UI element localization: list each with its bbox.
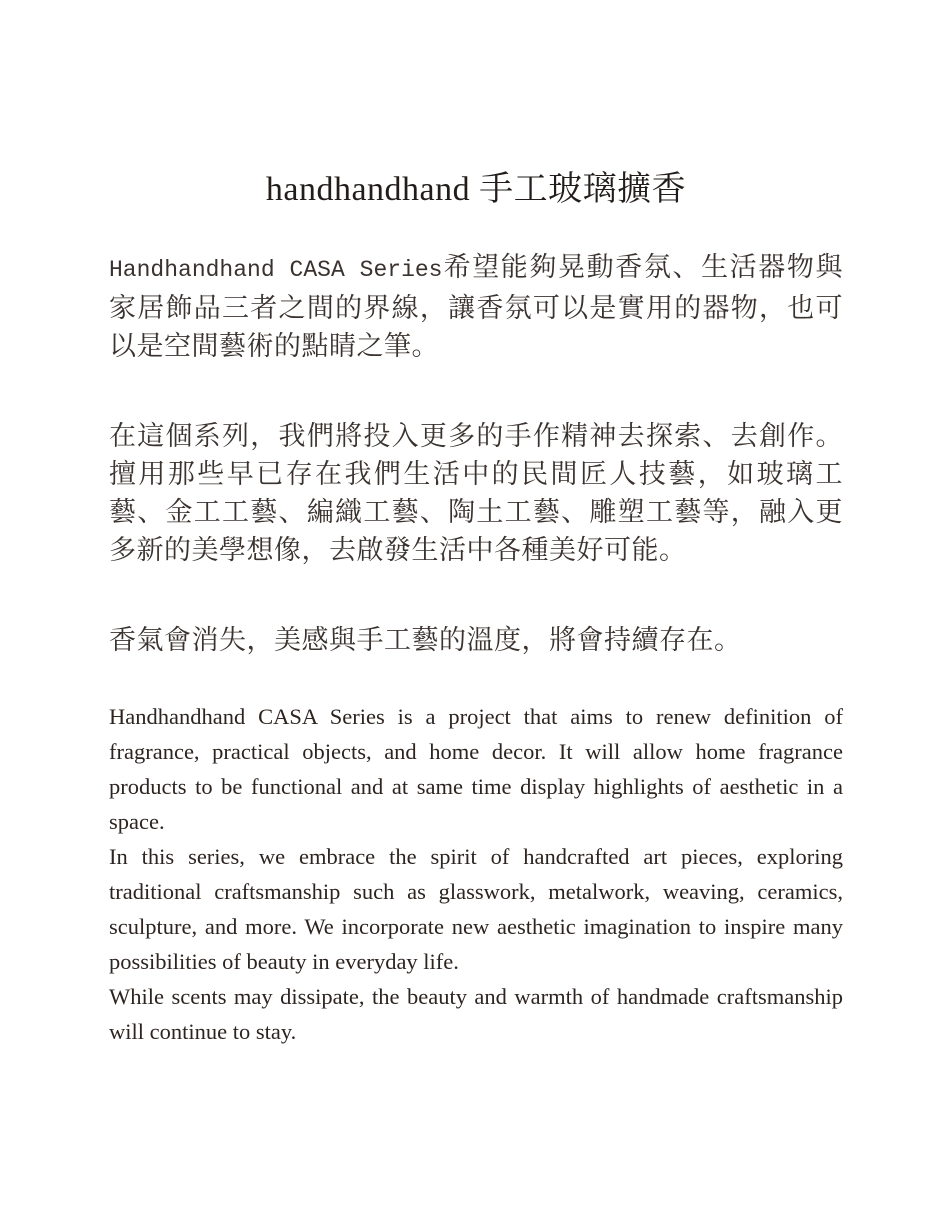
zh-paragraph-1-latin: Handhandhand CASA Series	[109, 257, 443, 283]
english-text-block	[109, 699, 843, 1049]
zh-paragraph-1-text: 希望能夠晃動香氛、生活器物與家居飾品三者之間的界線，讓香氛可以是實用的器物，也可以是空間藝術的點睛之筆。	[109, 252, 844, 361]
en-paragraph-1: Handhandhand CASA Series is a project that aims to renew definition of fragrance, practical objects, and home decor. It will allow home fragrance products to be functional and at same time display highlights of aesthetic in a space.	[109, 704, 843, 834]
zh-paragraph-1	[109, 248, 843, 365]
en-paragraph-3: While scents may dissipate, the beauty and warmth of handmade craftsmanship will continue to stay.	[109, 984, 843, 1044]
page-title: handhandhand 手工玻璃擴香	[265, 171, 687, 208]
en-paragraph-2: In this series, we embrace the spirit of handcrafted art pieces, exploring traditional craftsmanship such as glasswork, metalwork, weaving, ceramics, sculpture, and more. We incorporate new aesthetic imagination to inspire many possibilities of beauty in everyday life.	[109, 844, 843, 974]
zh-paragraph-3: 香氣會消失，美感與手工藝的溫度，將會持續存在。	[109, 625, 742, 655]
zh-paragraph-2: 在這個系列，我們將投入更多的手作精神去探索、去創作。擅用那些早已存在我們生活中的民間匠人技藝，如玻璃工藝、金工工藝、編織工藝、陶土工藝、雕塑工藝等，融入更多新的美學想像，去啟發生活中各種美好可能。	[109, 421, 843, 565]
